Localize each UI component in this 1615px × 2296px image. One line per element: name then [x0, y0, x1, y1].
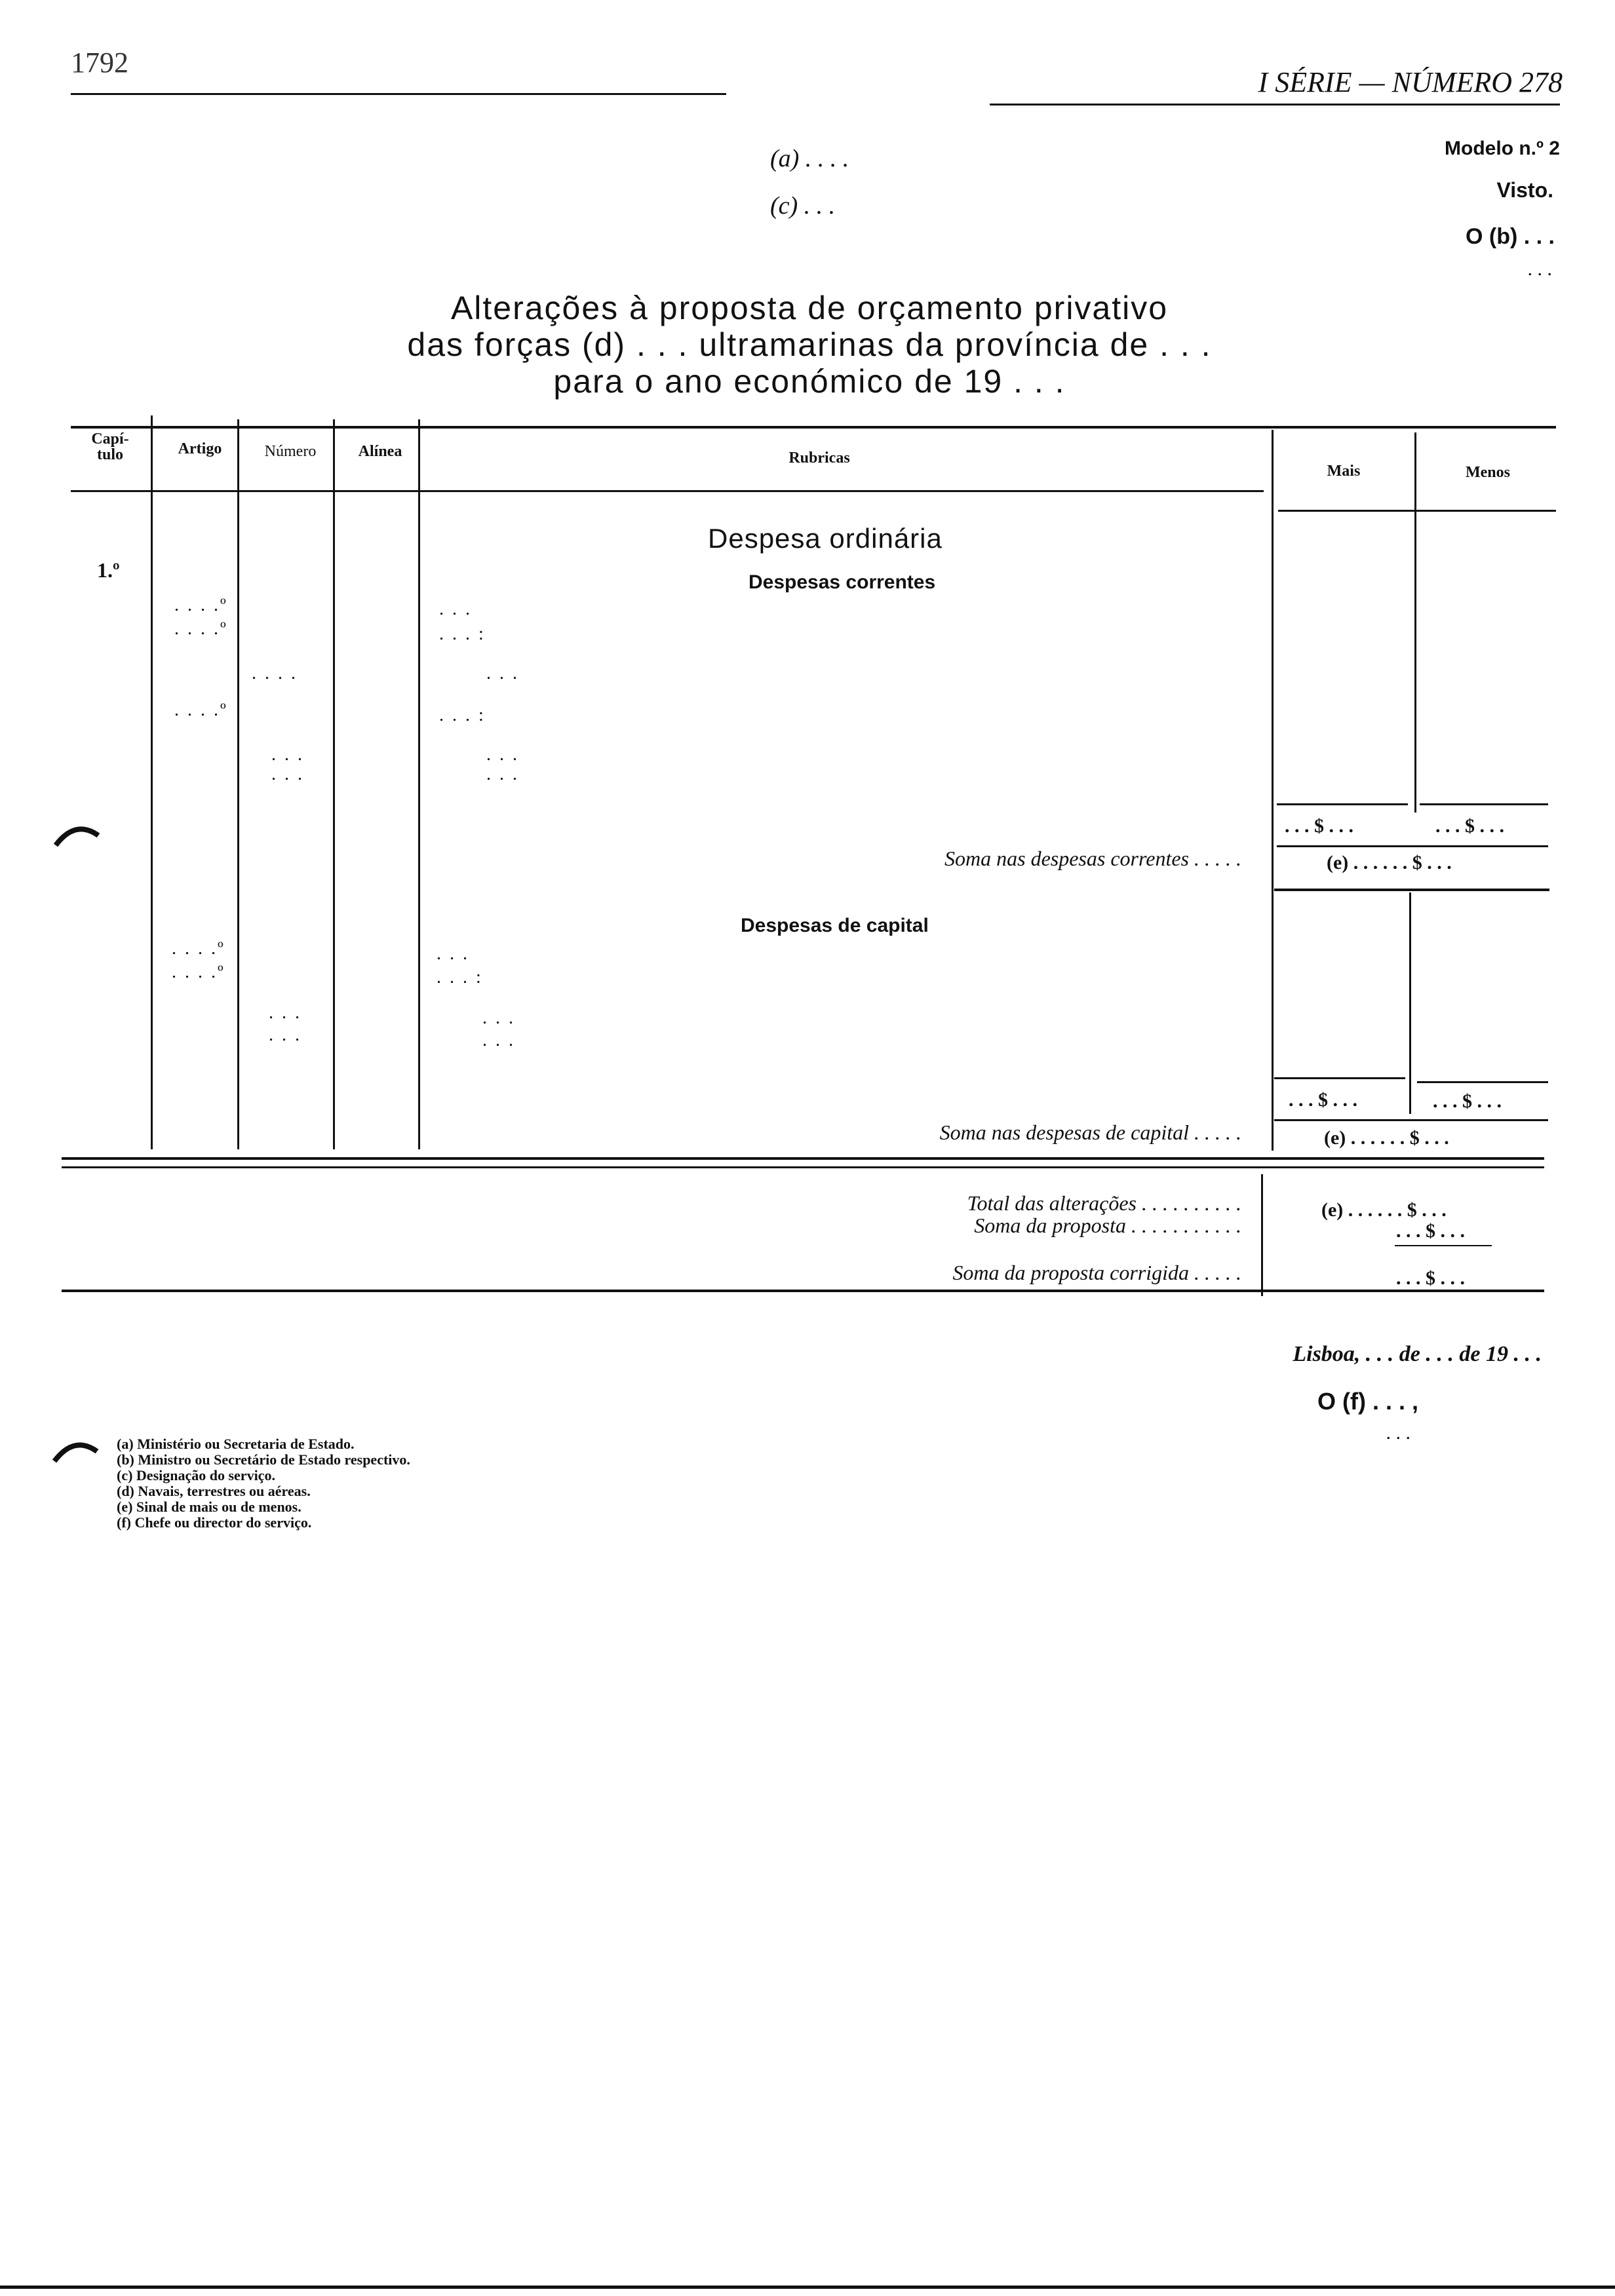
sum-capital-label: Soma nas despesas de capital . . . . .: [939, 1120, 1241, 1144]
table-double-rule-1: [62, 1157, 1544, 1160]
artigo-dots: . . . .º: [174, 619, 228, 639]
artigo-dots: . . . .º: [174, 595, 228, 615]
col-divider-totals: [1261, 1174, 1263, 1296]
footnote-d: (d) Navais, terrestres ou aéreas.: [117, 1483, 311, 1499]
footnotes: [117, 1436, 410, 1531]
artigo-dots: . . . .º: [174, 700, 228, 720]
group-heading-correntes: Despesas correntes: [749, 571, 936, 593]
subtotal-mais-correntes: . . . $ . . .: [1285, 815, 1353, 837]
form-title: [367, 290, 1252, 400]
brace-rule: [1277, 845, 1548, 847]
subtotal-mais-capital: . . . $ . . .: [1289, 1089, 1357, 1111]
sum-correntes-amount: (e) . . . . . . $ . . .: [1327, 852, 1452, 873]
col-divider-capitulo: [151, 415, 153, 1149]
table-double-rule-2: [62, 1166, 1544, 1168]
footnote-b: (b) Ministro ou Secretário de Estado respectivo.: [117, 1451, 410, 1468]
title-line-1: Alterações à proposta de orçamento privativo: [450, 290, 1169, 326]
rubrica-dots: . . .: [482, 1030, 515, 1050]
soma-proposta-amount: . . . $ . . .: [1396, 1220, 1465, 1242]
rubrica-dots: . . .: [486, 764, 519, 784]
sum-correntes-label: Soma nas despesas correntes . . . . .: [944, 847, 1241, 870]
subtotal-menos-correntes: . . . $ . . .: [1435, 815, 1504, 837]
col-divider-mais-capital: [1409, 892, 1411, 1114]
group-heading-capital: Despesas de capital: [741, 915, 929, 936]
modelo-label: Modelo n.º 2: [1445, 138, 1560, 159]
ref-c: (c) . . .: [770, 192, 836, 220]
col-divider-alinea: [418, 419, 420, 1149]
header-bottom-rule-left: [71, 490, 1264, 492]
rubrica-dots: . . .: [486, 663, 519, 683]
sum-capital-amount: (e) . . . . . . $ . . .: [1324, 1127, 1449, 1149]
title-line-2: das forças (d) . . . ultramarinas da província de . . .: [407, 326, 1212, 363]
footnote-c: (c) Designação do serviço.: [117, 1467, 275, 1483]
subtotal-rule-mais: [1274, 1077, 1405, 1079]
numero-dots: . . .: [269, 1003, 302, 1023]
col-divider-mais: [1414, 432, 1416, 813]
subtotal-rule-menos: [1420, 803, 1548, 805]
numero-dots: . . .: [271, 764, 304, 784]
header-rule-right: [990, 104, 1560, 105]
chapter-number: 1.º: [97, 558, 120, 582]
header-series: I SÉRIE — NÚMERO 278: [1258, 66, 1563, 98]
col-header-artigo: Artigo: [178, 440, 222, 457]
signature-f-dots: . . .: [1386, 1422, 1411, 1444]
soma-corrigida-amount: . . . $ . . .: [1396, 1267, 1465, 1289]
header-rule-left: [71, 93, 726, 95]
visto-label: Visto.: [1496, 178, 1553, 202]
signature-f: O (f) . . . ,: [1317, 1388, 1418, 1415]
total-alteracoes-label: Total das alterações . . . . . . . . . .: [967, 1191, 1241, 1215]
rubrica-dots-colon: . . . :: [439, 624, 486, 644]
table-top-rule: [71, 426, 1556, 429]
footnote-a: (a) Ministério ou Secretaria de Estado.: [117, 1436, 355, 1452]
rubrica-dots: . . .: [437, 944, 469, 964]
col-divider-artigo: [237, 419, 239, 1149]
brace-rule: [1274, 1119, 1548, 1121]
ref-a: (a) . . . .: [770, 145, 849, 172]
rubrica-dots: . . .: [482, 1008, 515, 1028]
col-header-menos: Menos: [1466, 464, 1510, 481]
signature-b-dots: . . .: [1527, 258, 1552, 280]
col-header-capitulo: Capí- tulo: [91, 430, 129, 463]
artigo-dots: . . . .º: [172, 962, 225, 982]
title-line-3: para o ano económico de 19 . . .: [553, 363, 1066, 400]
soma-corrigida-label: Soma da proposta corrigida . . . . .: [952, 1261, 1241, 1284]
artigo-dots: . . . .º: [172, 938, 225, 959]
total-alteracoes-amount: (e) . . . . . . $ . . .: [1321, 1199, 1447, 1221]
section-heading: Despesa ordinária: [708, 523, 943, 554]
col-header-rubricas: Rubricas: [788, 450, 850, 467]
header-bottom-rule-right: [1278, 510, 1556, 512]
col-header-alinea: Alínea: [358, 443, 402, 460]
place-date-line: Lisboa, . . . de . . . de 19 . . .: [1293, 1342, 1542, 1366]
subtotal-rule-menos: [1417, 1081, 1548, 1083]
table-bottom-rule: [62, 1290, 1544, 1292]
footnote-e: (e) Sinal de mais ou de menos.: [117, 1499, 302, 1515]
subtotal-menos-capital: . . . $ . . .: [1433, 1090, 1502, 1112]
page-number: 1792: [71, 47, 128, 79]
page-bottom-edge: [0, 2286, 1615, 2289]
binding-arc-mark: [51, 1435, 104, 1468]
col-header-mais: Mais: [1327, 463, 1361, 480]
rubrica-dots-colon: . . . :: [439, 705, 486, 725]
col-divider-rubricas: [1272, 430, 1274, 1151]
binding-arc-mark: [52, 819, 105, 852]
signature-b: O (b) . . .: [1466, 224, 1555, 249]
rubrica-dots-colon: . . . :: [437, 967, 483, 987]
soma-proposta-underline: [1395, 1245, 1492, 1246]
rubrica-dots: . . .: [486, 744, 519, 765]
numero-dots: . . .: [269, 1025, 302, 1045]
sum-correntes-rule: [1274, 889, 1549, 891]
subtotal-rule-mais: [1277, 803, 1408, 805]
col-divider-numero: [333, 419, 335, 1149]
col-header-numero: Número: [264, 443, 317, 460]
footnote-f: (f) Chefe ou director do serviço.: [117, 1514, 312, 1531]
rubrica-dots: . . .: [439, 599, 472, 619]
numero-dots: . . . .: [252, 663, 298, 683]
soma-proposta-label: Soma da proposta . . . . . . . . . . .: [974, 1214, 1241, 1237]
numero-dots: . . .: [271, 744, 304, 765]
